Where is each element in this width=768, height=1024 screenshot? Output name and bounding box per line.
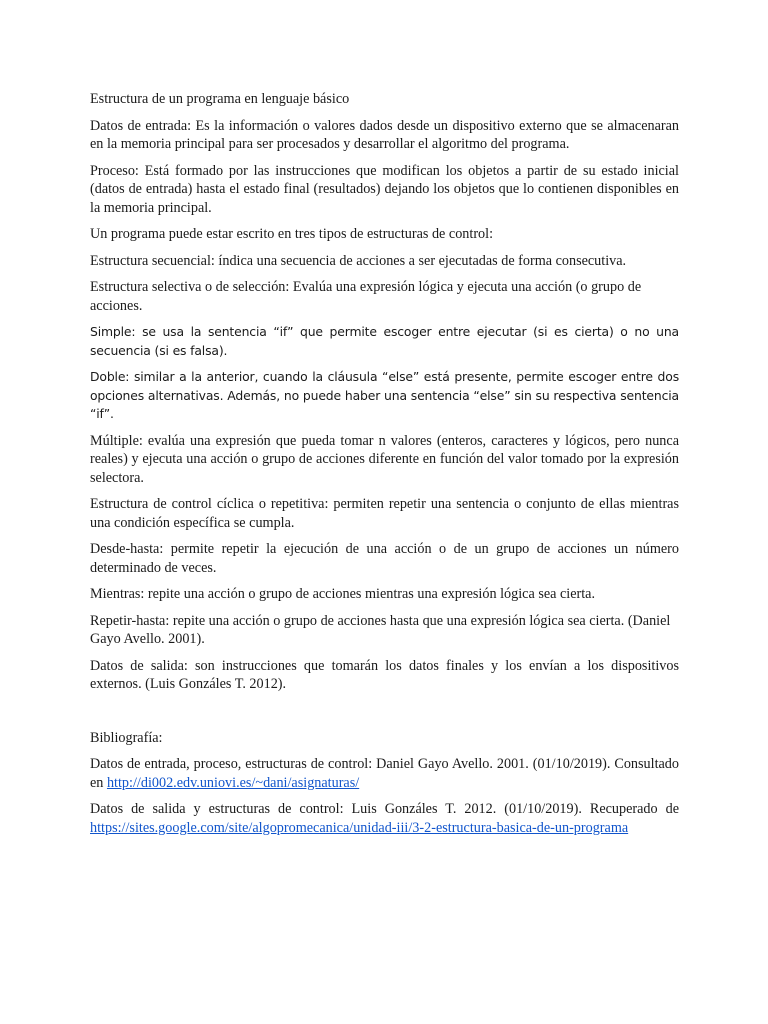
paragraph-mientras: Mientras: repite una acción o grupo de acciones mientras una expresión lógica sea cierta. <box>90 586 596 602</box>
paragraph-doble: Doble: similar a la anterior, cuando la cláusula “else” está presente, permite escoger entre dos opciones alternativas. Además, no puede haber una sentencia “else” sin su respectiva sentencia “if”. <box>90 369 679 421</box>
paragraph-simple: Simple: se usa la sentencia “if” que permite escoger entre ejecutar (si es cierta) o no una secuencia (si es falsa). <box>90 324 679 358</box>
bibliography-link-google-sites[interactable]: https://sites.google.com/site/algopromecanica/unidad-iii/3-2-estructura-basica-de-un-programa <box>90 819 629 836</box>
document-title: Estructura de un programa en lenguaje básico <box>90 91 350 107</box>
paragraph-tipos-estructuras: Un programa puede estar escrito en tres tipos de estructuras de control: <box>90 226 494 242</box>
paragraph-desde-hasta: Desde-hasta: permite repetir la ejecución de una acción o de un grupo de acciones un número determinado de veces. <box>90 541 679 576</box>
paragraph-estructura-secuencial: Estructura secuencial: índica una secuencia de acciones a ser ejecutadas de forma consecutiva. <box>90 252 627 269</box>
document-page <box>90 90 679 845</box>
paragraph-datos-entrada: Datos de entrada: Es la información o valores dados desde un dispositivo externo que se almacenaran en la memoria principal para ser procesados y desarrollar el algoritmo del programa. <box>90 117 679 152</box>
paragraph-repetir-hasta: Repetir-hasta: repite una acción o grupo de acciones hasta que una expresión lógica sea cierta. (Daniel Gayo Avello. 2001). <box>90 612 671 647</box>
bibliography-link-uniovi[interactable]: http://di002.edv.uniovi.es/~dani/asignaturas/ <box>106 774 360 791</box>
paragraph-proceso: Proceso: Está formado por las instrucciones que modifican los objetos a partir de su estado inicial (datos de entrada) hasta el estado final (resultados) dejando los objetos que lo contienen disponibles en la memoria principal. <box>90 162 679 216</box>
bibliography-entry-1 <box>90 755 679 792</box>
bibliography-entry-2 <box>90 800 679 837</box>
paragraph-estructura-selectiva: Estructura selectiva o de selección: Evalúa una expresión lógica y ejecuta una acción (o grupo de acciones. <box>90 279 642 314</box>
paragraph-estructura-ciclica: Estructura de control cíclica o repetitiva: permiten repetir una sentencia o conjunto de ellas mientras una condición específica se cumpla. <box>90 496 679 531</box>
bibliography-entry-1-text: Datos de entrada, proceso, estructuras de control: Daniel Gayo Avello. 2001. (01/10/2019). Consultado en <box>90 756 679 791</box>
paragraph-datos-salida: Datos de salida: son instrucciones que tomarán los datos finales y los envían a los dispositivos externos. (Luis Gonzáles T. 2012). <box>90 657 679 692</box>
spacer <box>90 702 679 729</box>
paragraph-multiple: Múltiple: evalúa una expresión que pueda tomar n valores (enteros, caracteres y lógicos, pero nunca reales) y ejecuta una acción o grupo de acciones diferente en función del valor tomado por la expresión selectora. <box>90 432 679 486</box>
bibliography-entry-2-text: Datos de salida y estructuras de control: Luis Gonzáles T. 2012. (01/10/2019). Recuperado de <box>90 801 679 817</box>
bibliography-heading: Bibliografía: <box>90 729 163 746</box>
